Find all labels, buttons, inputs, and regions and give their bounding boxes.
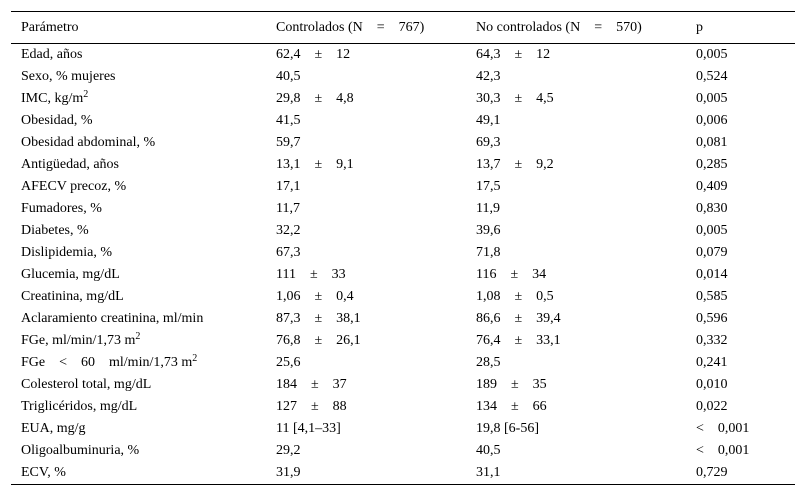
cell-uncontrolled: 19,8 [6-56] xyxy=(476,421,539,436)
header-controlled: Controlados (N = 767) xyxy=(276,19,425,35)
cell-uncontrolled: 116 ± 34 xyxy=(476,267,547,282)
table-row xyxy=(11,418,795,440)
cell-p-value: 0,409 xyxy=(696,179,728,194)
cell-p-value: < 0,001 xyxy=(696,421,750,436)
parameter-label: Creatinina, mg/dL xyxy=(21,289,124,304)
cell-uncontrolled: 28,5 xyxy=(476,355,501,370)
table-row xyxy=(11,110,795,132)
cell-parameter xyxy=(11,418,266,440)
parameter-superscript: 2 xyxy=(192,353,198,364)
cell-controlled: 11,7 xyxy=(276,201,300,216)
parameter-label: Dislipidemia, % xyxy=(21,245,112,260)
parameter-label: Aclaramiento creatinina, ml/min xyxy=(21,311,204,326)
cell-parameter xyxy=(11,352,266,374)
cell-uncontrolled: 76,4 ± 33,1 xyxy=(476,333,561,348)
cell-p-value: 0,005 xyxy=(696,223,728,238)
cell-parameter xyxy=(11,396,266,418)
cell-parameter xyxy=(11,440,266,462)
table-row xyxy=(11,154,795,176)
parameter-label: Antigüedad, años xyxy=(21,157,119,172)
cell-p-value: 0,081 xyxy=(696,135,728,150)
cell-controlled: 76,8 ± 26,1 xyxy=(276,333,361,348)
parameter-label: IMC, kg/m xyxy=(21,91,84,106)
cell-p-value: 0,005 xyxy=(696,47,728,62)
cell-parameter xyxy=(11,66,266,88)
cell-controlled: 41,5 xyxy=(276,113,301,128)
cell-uncontrolled: 13,7 ± 9,2 xyxy=(476,157,554,172)
parameter-label: Triglicéridos, mg/dL xyxy=(21,399,138,414)
header-p-value: p xyxy=(696,19,703,35)
cell-uncontrolled: 1,08 ± 0,5 xyxy=(476,289,554,304)
cell-uncontrolled: 189 ± 35 xyxy=(476,377,547,392)
cell-uncontrolled: 71,8 xyxy=(476,245,501,260)
cell-uncontrolled: 49,1 xyxy=(476,113,501,128)
comparison-table-container xyxy=(11,11,795,485)
cell-p-value: 0,596 xyxy=(696,311,728,326)
parameter-label: Diabetes, % xyxy=(21,223,89,238)
table-row xyxy=(11,242,795,264)
table-row xyxy=(11,132,795,154)
cell-parameter xyxy=(11,176,266,198)
table-row xyxy=(11,176,795,198)
cell-parameter xyxy=(11,330,266,352)
header-uncontrolled: No controlados (N = 570) xyxy=(476,19,642,35)
cell-p-value: 0,585 xyxy=(696,289,728,304)
cell-parameter xyxy=(11,242,266,264)
cell-p-value: 0,241 xyxy=(696,355,728,370)
cell-controlled: 67,3 xyxy=(276,245,301,260)
cell-uncontrolled: 31,1 xyxy=(476,465,501,480)
cell-controlled: 184 ± 37 xyxy=(276,377,347,392)
parameter-superscript: 2 xyxy=(135,331,141,342)
cell-uncontrolled: 69,3 xyxy=(476,135,501,150)
parameter-label: Sexo, % mujeres xyxy=(21,69,116,84)
table-row xyxy=(11,220,795,242)
cell-p-value: 0,014 xyxy=(696,267,728,282)
comparison-table xyxy=(11,11,795,485)
cell-controlled: 17,1 xyxy=(276,179,301,194)
header-row xyxy=(11,12,795,44)
parameter-label: Oligoalbuminuria, % xyxy=(21,443,140,458)
cell-controlled: 127 ± 88 xyxy=(276,399,347,414)
table-row xyxy=(11,352,795,374)
cell-p-value: 0,005 xyxy=(696,91,728,106)
cell-parameter xyxy=(11,308,266,330)
table-row xyxy=(11,308,795,330)
cell-p-value: 0,285 xyxy=(696,157,728,172)
parameter-label: Obesidad, % xyxy=(21,113,93,128)
parameter-label: Colesterol total, mg/dL xyxy=(21,377,152,392)
cell-parameter xyxy=(11,132,266,154)
cell-p-value: 0,729 xyxy=(696,465,728,480)
cell-p-value: 0,524 xyxy=(696,69,728,84)
parameter-label: Obesidad abdominal, % xyxy=(21,135,156,150)
cell-parameter xyxy=(11,44,266,67)
table-row xyxy=(11,440,795,462)
cell-uncontrolled: 86,6 ± 39,4 xyxy=(476,311,561,326)
parameter-label: ECV, % xyxy=(21,465,66,480)
cell-controlled: 29,8 ± 4,8 xyxy=(276,91,354,106)
table-body xyxy=(11,44,795,485)
cell-controlled: 1,06 ± 0,4 xyxy=(276,289,354,304)
table-row xyxy=(11,264,795,286)
cell-p-value: 0,332 xyxy=(696,333,728,348)
parameter-label: FGe < 60 ml/min/1,73 m xyxy=(21,355,193,370)
cell-uncontrolled: 39,6 xyxy=(476,223,501,238)
cell-parameter xyxy=(11,88,266,110)
table-row xyxy=(11,198,795,220)
cell-controlled: 32,2 xyxy=(276,223,301,238)
cell-p-value: 0,010 xyxy=(696,377,728,392)
cell-p-value: 0,022 xyxy=(696,399,728,414)
cell-controlled: 62,4 ± 12 xyxy=(276,47,351,62)
cell-uncontrolled: 17,5 xyxy=(476,179,501,194)
cell-parameter xyxy=(11,110,266,132)
parameter-superscript: 2 xyxy=(83,89,89,100)
cell-parameter xyxy=(11,198,266,220)
cell-uncontrolled: 42,3 xyxy=(476,69,501,84)
table-row xyxy=(11,462,795,485)
cell-controlled: 59,7 xyxy=(276,135,301,150)
table-row xyxy=(11,44,795,67)
cell-controlled: 25,6 xyxy=(276,355,301,370)
table-row xyxy=(11,396,795,418)
table-row xyxy=(11,330,795,352)
cell-parameter xyxy=(11,286,266,308)
cell-p-value: 0,006 xyxy=(696,113,728,128)
header-parameter: Parámetro xyxy=(21,19,79,35)
table-header xyxy=(11,12,795,44)
cell-uncontrolled: 30,3 ± 4,5 xyxy=(476,91,554,106)
cell-p-value: 0,830 xyxy=(696,201,728,216)
parameter-label: Fumadores, % xyxy=(21,201,102,216)
cell-controlled: 31,9 xyxy=(276,465,301,480)
cell-parameter xyxy=(11,374,266,396)
table-row xyxy=(11,88,795,110)
parameter-label: Glucemia, mg/dL xyxy=(21,267,120,282)
cell-parameter xyxy=(11,220,266,242)
table-row xyxy=(11,286,795,308)
cell-uncontrolled: 40,5 xyxy=(476,443,501,458)
cell-uncontrolled: 134 ± 66 xyxy=(476,399,547,414)
cell-controlled: 87,3 ± 38,1 xyxy=(276,311,361,326)
cell-controlled: 11 [4,1–33] xyxy=(276,421,341,436)
cell-parameter xyxy=(11,154,266,176)
cell-controlled: 13,1 ± 9,1 xyxy=(276,157,354,172)
cell-controlled: 111 ± 33 xyxy=(276,267,346,282)
cell-controlled: 40,5 xyxy=(276,69,301,84)
parameter-label: AFECV precoz, % xyxy=(21,179,127,194)
cell-p-value: < 0,001 xyxy=(696,443,750,458)
parameter-label: Edad, años xyxy=(21,47,83,62)
cell-parameter xyxy=(11,264,266,286)
cell-parameter xyxy=(11,462,266,485)
cell-p-value: 0,079 xyxy=(696,245,728,260)
parameter-label: EUA, mg/g xyxy=(21,421,86,436)
cell-uncontrolled: 64,3 ± 12 xyxy=(476,47,551,62)
table-row xyxy=(11,66,795,88)
cell-controlled: 29,2 xyxy=(276,443,301,458)
parameter-label: FGe, ml/min/1,73 m xyxy=(21,333,136,348)
table-row xyxy=(11,374,795,396)
cell-uncontrolled: 11,9 xyxy=(476,201,500,216)
